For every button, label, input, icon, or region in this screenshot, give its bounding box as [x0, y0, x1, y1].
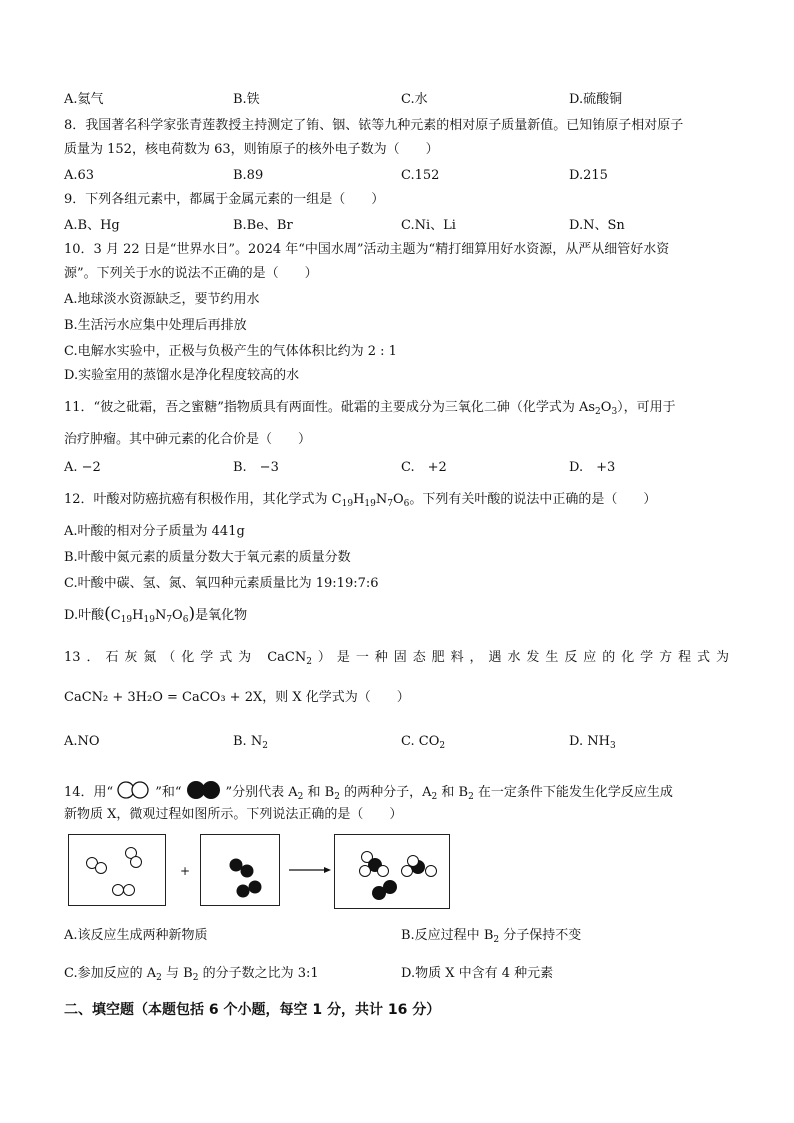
q9-option-c: C.Ni、Li [401, 218, 456, 233]
q7-option-b: B.铁 [233, 92, 260, 107]
q9-option-d: D.N、Sn [569, 218, 625, 233]
q12-option-a: A.叶酸的相对分子质量为 441g [64, 524, 245, 539]
q13-option-d: D. $NH_3$ [569, 734, 616, 751]
q10-option-c: C.电解水实验中，正极与负极产生的气体体积比约为 2 : 1 [64, 344, 397, 359]
q13-option-c: C. $CO_2$ [401, 734, 446, 751]
q9-option-b: B.Be、Br [233, 218, 293, 233]
q13-equation: CaCN₂ + 3H₂O = CaCO₃ + 2X [64, 690, 263, 705]
q10-stem-line1: 10．3 月 22 日是“世界水日”。2024 年“中国水周”活动主题为“精打细算用好水资源，从严从细管好水资 [64, 242, 670, 257]
q12-option-d: D.叶酸$(C_{19}H_{19}N_7O_6)$是氧化物 [64, 604, 248, 625]
q13-option-b: B. $N_2$ [233, 734, 268, 751]
q14-option-b: B.反应过程中 $B_2$ 分子保持不变 [401, 928, 582, 945]
q7-option-c: C.水 [401, 92, 428, 107]
reaction-arrow-icon [288, 864, 332, 876]
q7-option-d: D.硫酸铜 [569, 92, 623, 107]
q13-option-a: A.NO [64, 734, 100, 749]
q8-option-a: A.63 [64, 168, 95, 183]
reactant-b2-box [200, 834, 280, 906]
q8-option-d: D.215 [569, 168, 608, 183]
q8-option-c: C.152 [401, 168, 440, 183]
q8-option-b: B.89 [233, 168, 264, 183]
q8-stem-line1: 8．我国著名科学家张青莲教授主持测定了铕、铟、铱等九种元素的相对原子质量新值。已知铕原子相对原子 [64, 118, 684, 133]
q13-stem-line1: 13．石灰氮（化学式为 CaCN$_2$）是一种固态肥料，遇水发生反应的化学方程式为 [64, 650, 729, 667]
q14-stem-line2: 新物质 X，微观过程如图所示。下列说法正确的是（ ） [64, 807, 403, 822]
product-box [334, 834, 450, 909]
q9-stem: 9．下列各组元素中，都属于金属元素的一组是（ ） [64, 192, 385, 207]
q8-stem-line2: 质量为 152，核电荷数为 63，则铕原子的核外电子数为（ ） [64, 142, 439, 157]
a2-molecules-illustration [69, 835, 165, 905]
q10-stem-line2: 源”。下列关于水的说法不正确的是（ ） [64, 266, 318, 281]
q12-stem: 12．叶酸对防癌抗癌有积极作用，其化学式为 $C_{19}H_{19}N_7O_6$。下列有关叶酸的说法中正确的是（ ） [64, 492, 657, 509]
q11-option-c: C. +2 [401, 460, 447, 475]
q11-option-d: D. +3 [569, 460, 616, 475]
q14-option-c: C.参加反应的 $A_2$ 与 $B_2$ 的分子数之比为 3:1 [64, 966, 319, 983]
q14-stem-line1: 14．用“ ”和“ ”分别代表 $A_2$ 和 $B_2$ 的两种分子，$A_2$ 和 $B_2$ 在一定条件下能发生化学反应生成 [64, 780, 673, 801]
q12-option-b: B.叶酸中氮元素的质量分数大于氧元素的质量分数 [64, 550, 351, 565]
q10-option-d: D.实验室用的蒸馏水是净化程度较高的水 [64, 368, 300, 383]
q13-equation-line: CaCN₂ + 3H₂O = CaCO₃ + 2X，则 X 化学式为（ ） [64, 690, 410, 705]
q14-option-a: A.该反应生成两种新物质 [64, 928, 208, 943]
q14-option-d: D.物质 X 中含有 4 种元素 [401, 966, 554, 981]
q11-option-b: B. −3 [233, 460, 279, 475]
a2-molecule-icon [113, 781, 155, 799]
plus-sign: + [180, 864, 191, 878]
q10-option-b: B.生活污水应集中处理后再排放 [64, 318, 247, 333]
q12-option-c: C.叶酸中碳、氢、氮、氧四种元素质量比为 19:19:7:6 [64, 576, 379, 591]
section2-heading: 二、填空题（本题包括 6 个小题，每空 1 分，共计 16 分） [64, 1002, 441, 1018]
q11-stem-line1: 11．“彼之砒霜，吾之蜜糖”指物质具有两面性。砒霜的主要成分为三氧化二砷（化学式为 $As_2O_3$），可用于 [64, 400, 676, 417]
q11-stem-line2: 治疗肿瘤。其中砷元素的化合价是（ ） [64, 432, 312, 447]
reactant-a2-box [68, 834, 166, 906]
b2-molecules-illustration [201, 835, 279, 905]
q11-option-a: A. −2 [64, 460, 101, 475]
q10-option-a: A.地球淡水资源缺乏，要节约用水 [64, 292, 260, 307]
q9-option-a: A.B、Hg [64, 218, 120, 233]
b2-molecule-icon [182, 780, 226, 800]
product-molecules-illustration [335, 835, 449, 908]
q7-option-a: A.氦气 [64, 92, 104, 107]
